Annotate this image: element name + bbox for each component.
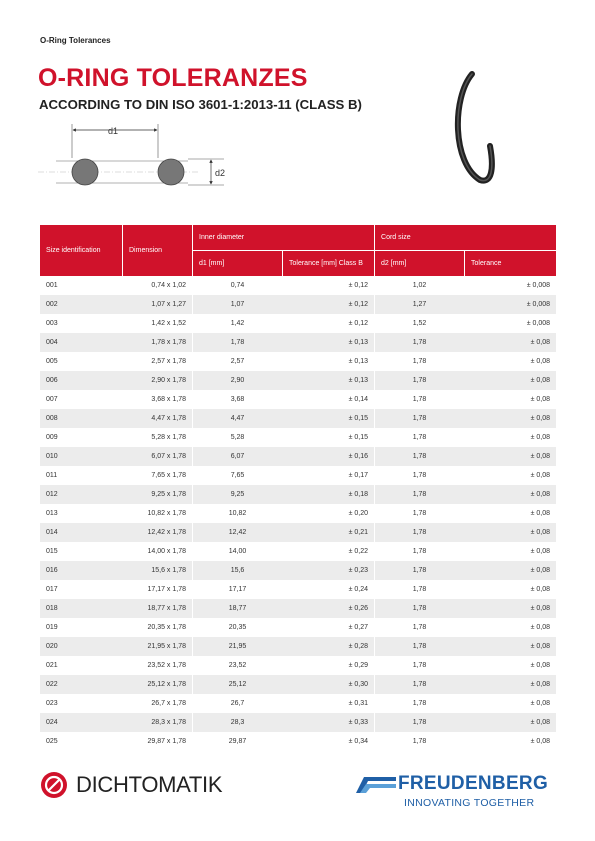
cell-dimension: 25,12 x 1,78 xyxy=(122,675,192,694)
table-row xyxy=(40,390,556,409)
o-ring-cross-section-diagram xyxy=(38,118,238,198)
freudenberg-wave-icon xyxy=(356,775,396,795)
cell-d1: 15,6 xyxy=(192,561,282,580)
table-row xyxy=(40,314,556,333)
cell-dimension: 18,77 x 1,78 xyxy=(122,599,192,618)
cell-tolerance-d2: ± 0,08 xyxy=(530,662,551,669)
tolerance-table xyxy=(40,225,556,751)
cell-tolerance-d1: ± 0,16 xyxy=(282,447,374,466)
cell-d2: 1,78 xyxy=(374,333,464,352)
cell-d2: 1,78 xyxy=(374,713,464,732)
cell-d2: 1,78 xyxy=(374,599,464,618)
dichtomatik-emblem-icon xyxy=(40,771,68,799)
table-row xyxy=(40,447,556,466)
table-row xyxy=(40,466,556,485)
table-row xyxy=(40,371,556,390)
cell-d2: 1,78 xyxy=(374,523,464,542)
page-title: O-RING TOLERANZES xyxy=(38,64,308,92)
cell-tolerance-d1: ± 0,31 xyxy=(348,700,369,707)
cell-size-id: 010 xyxy=(40,447,122,466)
cell-tolerance-d2: ± 0,08 xyxy=(530,472,551,479)
cell-size-id: 016 xyxy=(40,561,122,580)
cell-dimension: 2,90 x 1,78 xyxy=(122,371,192,390)
cell-dimension: 12,42 x 1,78 xyxy=(122,523,192,542)
cell-d2: 1,78 xyxy=(374,447,464,466)
cell-tolerance-d1: ± 0,34 xyxy=(348,738,369,745)
cell-d1: 21,95 xyxy=(192,637,282,656)
cell-tolerance-d1: ± 0,13 xyxy=(282,333,374,352)
cell-d2: 1,78 xyxy=(374,580,464,599)
cell-tolerance-d1: ± 0,30 xyxy=(282,675,374,694)
cell-d1: 10,82 xyxy=(192,504,282,523)
cell-dimension: 3,68 x 1,78 xyxy=(151,396,186,403)
diagram-d2-label: d2 xyxy=(215,168,226,178)
cell-tolerance-d1: ± 0,12 xyxy=(348,282,369,289)
freudenberg-tagline: INNOVATING TOGETHER xyxy=(404,797,535,809)
cell-tolerance-d1: ± 0,20 xyxy=(348,510,369,517)
cell-dimension: 23,52 x 1,78 xyxy=(147,662,186,669)
table-row xyxy=(40,561,556,580)
header-d2: d2 [mm] xyxy=(374,250,464,276)
o-ring-image xyxy=(452,68,502,188)
header-tolerance-d2: Tolerance xyxy=(464,250,556,276)
table-row xyxy=(40,352,556,371)
table-body xyxy=(40,276,556,751)
cell-tolerance-d2: ± 0,08 xyxy=(464,371,556,390)
cell-tolerance-d1: ± 0,21 xyxy=(282,523,374,542)
cell-tolerance-d1: ± 0,17 xyxy=(348,472,369,479)
cell-tolerance-d2: ± 0,08 xyxy=(464,637,556,656)
cell-d1: 28,3 xyxy=(192,713,282,732)
cell-d2: 1,78 xyxy=(374,618,464,637)
cell-d1: 20,35 xyxy=(192,618,282,637)
cell-size-id: 001 xyxy=(46,282,58,289)
cell-d1: 2,57 xyxy=(192,352,282,371)
cell-size-id: 005 xyxy=(46,358,58,365)
page-subtitle: ACCORDING TO DIN ISO 3601-1:2013-11 (CLASS B) xyxy=(39,97,362,112)
cell-tolerance-d2: ± 0,08 xyxy=(530,358,551,365)
cell-d2: 1,02 xyxy=(374,276,464,295)
cell-d1: 1,78 xyxy=(192,333,282,352)
cell-dimension: 5,28 x 1,78 xyxy=(151,434,186,441)
cell-dimension: 1,07 x 1,27 xyxy=(122,295,192,314)
cell-tolerance-d2: ± 0,08 xyxy=(464,523,556,542)
cell-tolerance-d1: ± 0,27 xyxy=(348,624,369,631)
cell-dimension: 9,25 x 1,78 xyxy=(122,485,192,504)
dichtomatik-logo xyxy=(40,770,222,800)
cell-d2: 1,78 xyxy=(374,352,464,371)
cell-dimension: 29,87 x 1,78 xyxy=(147,738,186,745)
cell-dimension: 0,74 x 1,02 xyxy=(151,282,186,289)
cell-d1: 12,42 xyxy=(192,523,282,542)
cell-d2: 1,78 xyxy=(374,732,464,751)
header-tolerance-d1: Tolerance [mm] Class B xyxy=(282,250,374,276)
cell-tolerance-d1: ± 0,22 xyxy=(348,548,369,555)
cell-tolerance-d2: ± 0,08 xyxy=(464,561,556,580)
cell-size-id: 011 xyxy=(46,472,58,479)
cell-d2: 1,78 xyxy=(374,504,464,523)
table-row xyxy=(40,713,556,732)
freudenberg-name: FREUDENBERG xyxy=(398,773,549,794)
document-label: O-Ring Tolerances xyxy=(40,36,111,45)
cell-d1: 23,52 xyxy=(192,656,282,675)
cell-d2: 1,78 xyxy=(374,409,464,428)
table-row xyxy=(40,542,556,561)
cell-d1: 6,07 xyxy=(192,447,282,466)
cell-size-id: 002 xyxy=(40,295,122,314)
table-row xyxy=(40,276,556,295)
diagram-cross-section-right xyxy=(158,159,184,185)
cell-dimension: 15,6 x 1,78 xyxy=(122,561,192,580)
cell-d2: 1,78 xyxy=(374,485,464,504)
cell-d1: 7,65 xyxy=(192,466,282,485)
cell-size-id: 025 xyxy=(46,738,58,745)
cell-size-id: 019 xyxy=(46,624,58,631)
cell-tolerance-d1: ± 0,14 xyxy=(348,396,369,403)
cell-d1: 3,68 xyxy=(192,390,282,409)
cell-tolerance-d1: ± 0,15 xyxy=(348,434,369,441)
cell-size-id: 015 xyxy=(46,548,58,555)
cell-d2: 1,78 xyxy=(374,656,464,675)
table-row xyxy=(40,409,556,428)
cell-size-id: 017 xyxy=(46,586,58,593)
cell-size-id: 012 xyxy=(40,485,122,504)
cell-tolerance-d2: ± 0,08 xyxy=(464,713,556,732)
cell-tolerance-d2: ± 0,08 xyxy=(530,700,551,707)
cell-d2: 1,78 xyxy=(374,637,464,656)
cell-dimension: 14,00 x 1,78 xyxy=(147,548,186,555)
cell-tolerance-d2: ± 0,08 xyxy=(530,548,551,555)
cell-tolerance-d1: ± 0,26 xyxy=(282,599,374,618)
cell-dimension: 26,7 x 1,78 xyxy=(151,700,186,707)
table-row xyxy=(40,675,556,694)
cell-size-id: 021 xyxy=(46,662,58,669)
cell-d2: 1,78 xyxy=(374,428,464,447)
cell-tolerance-d1: ± 0,24 xyxy=(348,586,369,593)
header-group-inner-diameter: Inner diameter xyxy=(192,225,374,250)
cell-d1: 9,25 xyxy=(192,485,282,504)
table-row xyxy=(40,732,556,751)
cell-dimension: 10,82 x 1,78 xyxy=(147,510,186,517)
cell-tolerance-d2: ± 0,08 xyxy=(530,434,551,441)
cell-tolerance-d2: ± 0,08 xyxy=(530,738,551,745)
cell-dimension: 17,17 x 1,78 xyxy=(147,586,186,593)
cell-size-id: 003 xyxy=(46,320,58,327)
cell-tolerance-d1: ± 0,12 xyxy=(282,295,374,314)
cell-dimension: 2,57 x 1,78 xyxy=(151,358,186,365)
cell-d2: 1,78 xyxy=(374,561,464,580)
cell-size-id: 014 xyxy=(40,523,122,542)
table-row xyxy=(40,580,556,599)
cell-tolerance-d1: ± 0,29 xyxy=(348,662,369,669)
cell-tolerance-d2: ± 0,08 xyxy=(530,624,551,631)
cell-size-id: 024 xyxy=(40,713,122,732)
cell-size-id: 023 xyxy=(46,700,58,707)
cell-tolerance-d1: ± 0,15 xyxy=(282,409,374,428)
table-row xyxy=(40,504,556,523)
cell-d1: 2,90 xyxy=(192,371,282,390)
cell-size-id: 006 xyxy=(40,371,122,390)
cell-tolerance-d2: ± 0,08 xyxy=(464,599,556,618)
cell-tolerance-d2: ± 0,008 xyxy=(526,320,551,327)
diagram-d1-label: d1 xyxy=(108,126,119,136)
cell-d1: 5,28 xyxy=(192,428,282,447)
cell-tolerance-d1: ± 0,18 xyxy=(282,485,374,504)
cell-d2: 1,78 xyxy=(374,694,464,713)
cell-tolerance-d2: ± 0,08 xyxy=(464,409,556,428)
cell-dimension: 4,47 x 1,78 xyxy=(122,409,192,428)
cell-d2: 1,78 xyxy=(374,371,464,390)
table-row xyxy=(40,618,556,637)
cell-tolerance-d2: ± 0,008 xyxy=(464,295,556,314)
cell-size-id: 013 xyxy=(46,510,58,517)
cell-tolerance-d1: ± 0,13 xyxy=(282,371,374,390)
cell-d1: 4,47 xyxy=(192,409,282,428)
cell-size-id: 020 xyxy=(40,637,122,656)
cell-dimension: 6,07 x 1,78 xyxy=(122,447,192,466)
cell-size-id: 022 xyxy=(40,675,122,694)
cell-tolerance-d1: ± 0,12 xyxy=(348,320,369,327)
cell-dimension: 28,3 x 1,78 xyxy=(122,713,192,732)
cell-size-id: 004 xyxy=(40,333,122,352)
table-row xyxy=(40,485,556,504)
cell-size-id: 008 xyxy=(40,409,122,428)
cell-tolerance-d1: ± 0,23 xyxy=(282,561,374,580)
table-row xyxy=(40,694,556,713)
cell-d2: 1,78 xyxy=(374,466,464,485)
cell-dimension: 1,42 x 1,52 xyxy=(151,320,186,327)
cell-tolerance-d2: ± 0,08 xyxy=(464,675,556,694)
table-row xyxy=(40,599,556,618)
header-size-identification: Size identification xyxy=(40,225,122,276)
dichtomatik-name: DICHTOMATIK xyxy=(76,772,223,797)
cell-d1: 17,17 xyxy=(192,580,282,599)
cell-dimension: 7,65 x 1,78 xyxy=(151,472,186,479)
cell-d2: 1,78 xyxy=(374,675,464,694)
header-d1: d1 [mm] xyxy=(192,250,282,276)
cell-d1: 1,07 xyxy=(192,295,282,314)
cell-d2: 1,78 xyxy=(374,390,464,409)
cell-tolerance-d2: ± 0,08 xyxy=(464,333,556,352)
cell-d2: 1,78 xyxy=(374,542,464,561)
cell-d1: 18,77 xyxy=(192,599,282,618)
cell-tolerance-d1: ± 0,28 xyxy=(282,637,374,656)
header-dimension: Dimension xyxy=(122,225,192,276)
cell-tolerance-d2: ± 0,08 xyxy=(530,586,551,593)
cell-size-id: 018 xyxy=(40,599,122,618)
cell-d1: 25,12 xyxy=(192,675,282,694)
table-row xyxy=(40,333,556,352)
cell-d2: 1,52 xyxy=(374,314,464,333)
cell-dimension: 21,95 x 1,78 xyxy=(122,637,192,656)
cell-d2: 1,27 xyxy=(374,295,464,314)
diagram-cross-section-left xyxy=(72,159,98,185)
cell-size-id: 009 xyxy=(46,434,58,441)
cell-d1: 0,74 xyxy=(192,276,282,295)
cell-tolerance-d1: ± 0,33 xyxy=(282,713,374,732)
cell-d1: 29,87 xyxy=(192,732,282,751)
cell-dimension: 20,35 x 1,78 xyxy=(147,624,186,631)
cell-dimension: 1,78 x 1,78 xyxy=(122,333,192,352)
cell-tolerance-d2: ± 0,08 xyxy=(530,396,551,403)
table-row xyxy=(40,656,556,675)
table-row xyxy=(40,295,556,314)
cell-d1: 26,7 xyxy=(192,694,282,713)
cell-d1: 14,00 xyxy=(192,542,282,561)
table-row xyxy=(40,523,556,542)
cell-tolerance-d2: ± 0,008 xyxy=(526,282,551,289)
cell-tolerance-d2: ± 0,08 xyxy=(464,485,556,504)
cell-tolerance-d2: ± 0,08 xyxy=(464,447,556,466)
header-group-cord-size: Cord size xyxy=(374,225,556,250)
cell-tolerance-d2: ± 0,08 xyxy=(530,510,551,517)
cell-d1: 1,42 xyxy=(192,314,282,333)
table-row xyxy=(40,637,556,656)
cell-tolerance-d1: ± 0,13 xyxy=(348,358,369,365)
table-row xyxy=(40,428,556,447)
cell-size-id: 007 xyxy=(46,396,58,403)
